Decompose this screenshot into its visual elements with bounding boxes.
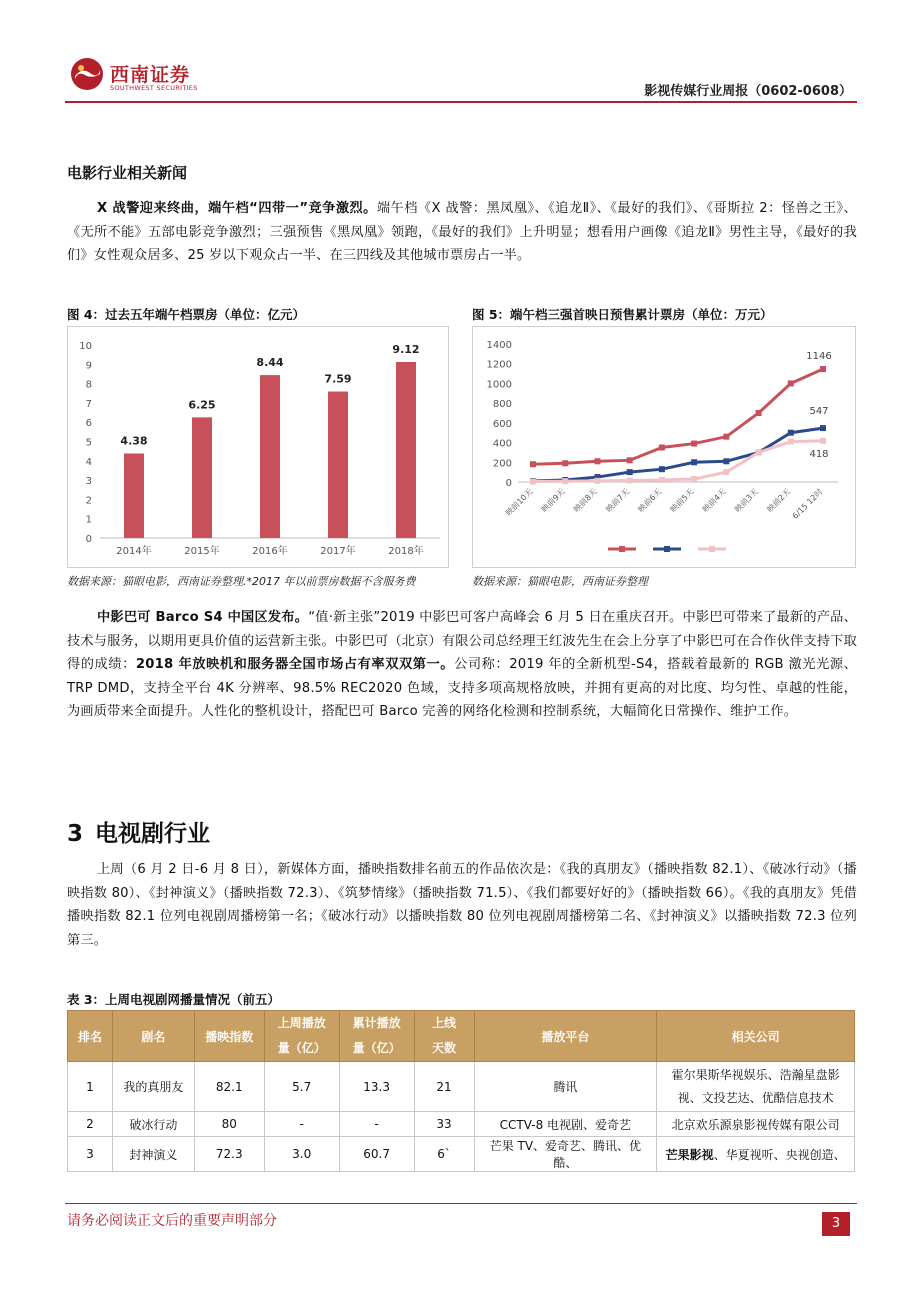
data-point [594, 458, 600, 464]
bar-value-label: 6.25 [188, 398, 216, 412]
y-tick-label: 1200 [486, 359, 512, 371]
logo-icon [70, 57, 104, 91]
legend-marker [709, 546, 715, 552]
section-heading-movie: 电影行业相关新闻 [67, 164, 188, 182]
bar-chart [68, 327, 448, 567]
y-tick-label: 200 [492, 458, 512, 470]
y-tick-label: 6 [85, 418, 92, 430]
x-tick-label: 映前9天 [539, 487, 567, 514]
figure4-title: 图 4：过去五年端午档票房（单位：亿元） [67, 307, 306, 322]
header-weekly-line1: 上周播放 [277, 1016, 326, 1030]
cell-days: 21 [414, 1062, 474, 1112]
news2-body-2: 公司称：2019 年的全新机型-S4，搭载着最新的 RGB 激光光源、TRP DMD，支持全平台 4K 分辨率、98.5% REC2020 色域，支持多项高规格放映，并拥有更高的对比度、均匀性、卓越的性能，为画质带来全面提升。人性化的整机设计，搭配巴可 Barco 完善的网络化检测和控制系统，大幅简化日常操作、维护工作。 [67, 657, 858, 719]
data-point [530, 461, 536, 467]
header-days [414, 1011, 474, 1062]
data-point [723, 434, 729, 440]
x-tick-label: 映前7天 [604, 487, 632, 514]
x-tick-label: 6/15 12时 [790, 487, 825, 521]
table3-title: 表 3：上周电视剧网播量情况（前五） [67, 992, 281, 1007]
header-days-line1: 上线 [432, 1016, 457, 1030]
bar [328, 392, 348, 538]
data-point [723, 469, 729, 475]
data-point [594, 478, 600, 484]
news2-headline: 中影巴可 Barco S4 中国区发布。 [97, 610, 309, 625]
data-point [530, 479, 536, 485]
cell-name: 我的真朋友 [112, 1062, 194, 1112]
y-tick-label: 5 [85, 437, 92, 449]
news2-body-1: “值·新主张”2019 中影巴可客户高峰会 6 月 5 日在重庆召开。中影巴可带来了最新的产品、技术与服务，以期用更具价值的运营新主张。中影巴可（北京）有限公司总经理王红波先生在会上分享了中影巴可在合作伙伴支持下取得的成绩： [67, 610, 857, 672]
y-tick-label: 1000 [486, 379, 512, 391]
data-point [723, 458, 729, 464]
header-weekly [264, 1011, 339, 1062]
data-point [659, 445, 665, 451]
x-tick-label: 2015年 [184, 546, 220, 557]
y-tick-label: 400 [492, 438, 512, 450]
cell-company [657, 1062, 855, 1112]
cell-rank: 1 [68, 1062, 113, 1112]
data-point [820, 425, 826, 431]
news1-headline: X 战警迎来终曲，端午档“四带一”竞争激烈。 [97, 201, 377, 216]
figure4-chart [67, 326, 449, 568]
news2-highlight: 2018 年放映机和服务器全国市场占有率双双第一。 [135, 657, 455, 672]
data-point [756, 449, 762, 455]
figure5-chart [472, 326, 856, 568]
data-point [562, 478, 568, 484]
page-number: 3 [822, 1212, 850, 1236]
cell-weekly: 5.7 [264, 1062, 339, 1112]
cell-rank: 3 [68, 1137, 113, 1172]
bar [260, 375, 280, 538]
company-rest: 、华夏视听、央视创造、 [713, 1147, 846, 1162]
x-tick-label: 映前10天 [503, 487, 535, 518]
cell-platform: 腾讯 [474, 1062, 657, 1112]
cell-name: 破冰行动 [112, 1112, 194, 1137]
header-company: 相关公司 [657, 1011, 855, 1062]
data-point [691, 441, 697, 447]
cell-days: 6` [414, 1137, 474, 1172]
x-tick-label: 2018年 [388, 546, 424, 557]
data-point [788, 439, 794, 445]
y-tick-label: 8 [85, 379, 92, 391]
section-title: 电视剧行业 [95, 821, 211, 847]
x-tick-label: 2016年 [252, 546, 288, 557]
header-divider [65, 101, 857, 103]
y-tick-label: 7 [85, 398, 92, 410]
header-rank: 排名 [68, 1011, 113, 1062]
header-index: 播映指数 [194, 1011, 264, 1062]
y-tick-label: 800 [492, 399, 512, 411]
data-point [820, 366, 826, 372]
cell-days: 33 [414, 1112, 474, 1137]
company-bold: 芒果影视 [665, 1147, 714, 1162]
data-point [627, 469, 633, 475]
bar-value-label: 8.44 [256, 356, 284, 370]
data-point [659, 466, 665, 472]
end-value-label: 1146 [806, 351, 832, 363]
cell-rank: 2 [68, 1112, 113, 1137]
company-line-1: 霍尔果斯华视娱乐、浩瀚星盘影 [671, 1067, 840, 1082]
footer-divider [65, 1203, 857, 1204]
header-total-line2: 量（亿） [352, 1041, 401, 1055]
bar [396, 362, 416, 538]
cell-total: 13.3 [339, 1062, 414, 1112]
news1-body: 端午档《X 战警：黑凤凰》、《追龙Ⅱ》、《最好的我们》、《哥斯拉 2：怪兽之王》、《无所不能》五部电影竞争激烈；三强预售《黑凤凰》领跑，《最好的我们》上升明显；想看用户画像《追龙Ⅱ》男性主导，《最好的我们》女性观众居多、25 岁以下观众占一半、在三四线及其他城市票房占一半。 [67, 201, 857, 263]
data-point [820, 438, 826, 444]
data-point [562, 460, 568, 466]
company-logo-cn: 西南证券 [110, 64, 191, 86]
cell-index: 82.1 [194, 1062, 264, 1112]
cell-weekly: 3.0 [264, 1137, 339, 1172]
news-paragraph-2 [67, 606, 857, 724]
legend-marker [664, 546, 670, 552]
cell-platform: CCTV-8 电视剧、爱奇艺 [474, 1112, 657, 1137]
y-tick-label: 600 [492, 418, 512, 430]
company-logo-en: SOUTHWEST SECURITIES [110, 84, 198, 92]
end-value-label: 547 [809, 406, 829, 418]
cell-total: 60.7 [339, 1137, 414, 1172]
section-heading-tv [67, 815, 222, 848]
header-total-line1: 累计播放 [352, 1016, 401, 1030]
cell-index: 80 [194, 1112, 264, 1137]
y-tick-label: 10 [79, 341, 92, 352]
section-number: 3 [67, 821, 84, 847]
figure5-source: 数据来源：猫眼电影，西南证券整理 [472, 575, 648, 588]
series-line [533, 369, 823, 464]
data-point [627, 478, 633, 484]
header-total [339, 1011, 414, 1062]
figure5-title: 图 5：端午档三强首映日预售累计票房（单位：万元） [472, 307, 773, 322]
cell-total: - [339, 1112, 414, 1137]
bar [192, 417, 212, 538]
cell-index: 72.3 [194, 1137, 264, 1172]
line-chart [473, 327, 855, 567]
tv-paragraph [67, 858, 857, 952]
header-name: 剧名 [112, 1011, 194, 1062]
header-platform: 播放平台 [474, 1011, 657, 1062]
data-point [788, 380, 794, 386]
bar-value-label: 4.38 [120, 434, 148, 448]
bar [124, 453, 144, 538]
data-point [691, 459, 697, 465]
header-days-line2: 天数 [432, 1041, 457, 1055]
bar-value-label: 7.59 [324, 372, 352, 386]
data-point [756, 410, 762, 416]
cell-company: 北京欢乐源泉影视传媒有限公司 [657, 1112, 855, 1137]
report-title: 影视传媒行业周报（0602-0608） [644, 84, 852, 99]
x-tick-label: 映前8天 [571, 487, 599, 514]
table-header-row [68, 1011, 855, 1062]
cell-company [657, 1137, 855, 1172]
tv-ranking-table [67, 1010, 855, 1172]
y-tick-label: 1400 [486, 340, 512, 351]
y-tick-label: 4 [85, 456, 92, 468]
y-tick-label: 0 [85, 534, 92, 545]
x-tick-label: 2017年 [320, 546, 356, 557]
x-tick-label: 映前3天 [733, 487, 760, 514]
y-tick-label: 9 [85, 360, 92, 372]
table-row [68, 1062, 855, 1112]
cell-name: 封神演义 [112, 1137, 194, 1172]
cell-weekly: - [264, 1112, 339, 1137]
figure4-source: 数据来源：猫眼电影，西南证券整理.*2017 年以前票房数据不含服务费 [67, 575, 416, 588]
y-tick-label: 1 [85, 514, 92, 526]
y-tick-label: 2 [85, 495, 92, 507]
header-weekly-line2: 量（亿） [277, 1041, 326, 1055]
x-tick-label: 2014年 [116, 546, 152, 557]
x-tick-label: 映前5天 [668, 487, 696, 514]
table-row [68, 1137, 855, 1172]
series-line [533, 428, 823, 481]
bar-value-label: 9.12 [392, 342, 420, 356]
x-tick-label: 映前4天 [700, 487, 728, 514]
cell-platform: 芒果 TV、爱奇艺、腾讯、优酷、 [474, 1137, 657, 1172]
table-row [68, 1112, 855, 1137]
end-value-label: 418 [809, 448, 829, 460]
y-tick-label: 3 [85, 476, 92, 488]
news-paragraph-1 [67, 197, 857, 268]
y-tick-label: 0 [505, 478, 512, 489]
data-point [691, 476, 697, 482]
data-point [659, 477, 665, 483]
data-point [627, 457, 633, 463]
footer-disclaimer: 请务必阅读正文后的重要声明部分 [67, 1213, 277, 1229]
x-tick-label: 映前2天 [765, 487, 793, 514]
company-line-2: 视、文投艺达、优酷信息技术 [677, 1090, 834, 1105]
legend-marker [619, 546, 625, 552]
data-point [788, 430, 794, 436]
tv-body: 上周（6 月 2 日-6 月 8 日），新媒体方面，播映指数排名前五的作品依次是：《我的真朋友》（播映指数 82.1）、《破冰行动》（播映指数 80）、《封神演义》（播映指数 72.3）、《筑梦情缘》（播映指数 71.5）、《我们都要好好的》（播映指数 66）。《我的真朋友》凭借播映指数 82.1 位列电视剧周播榜第一名；《破冰行动》以播映指数 80 位列电视剧周播榜第二名、《封神演义》以播映指数 72.3 位列第三。 [67, 862, 857, 948]
x-tick-label: 映前6天 [636, 487, 664, 514]
